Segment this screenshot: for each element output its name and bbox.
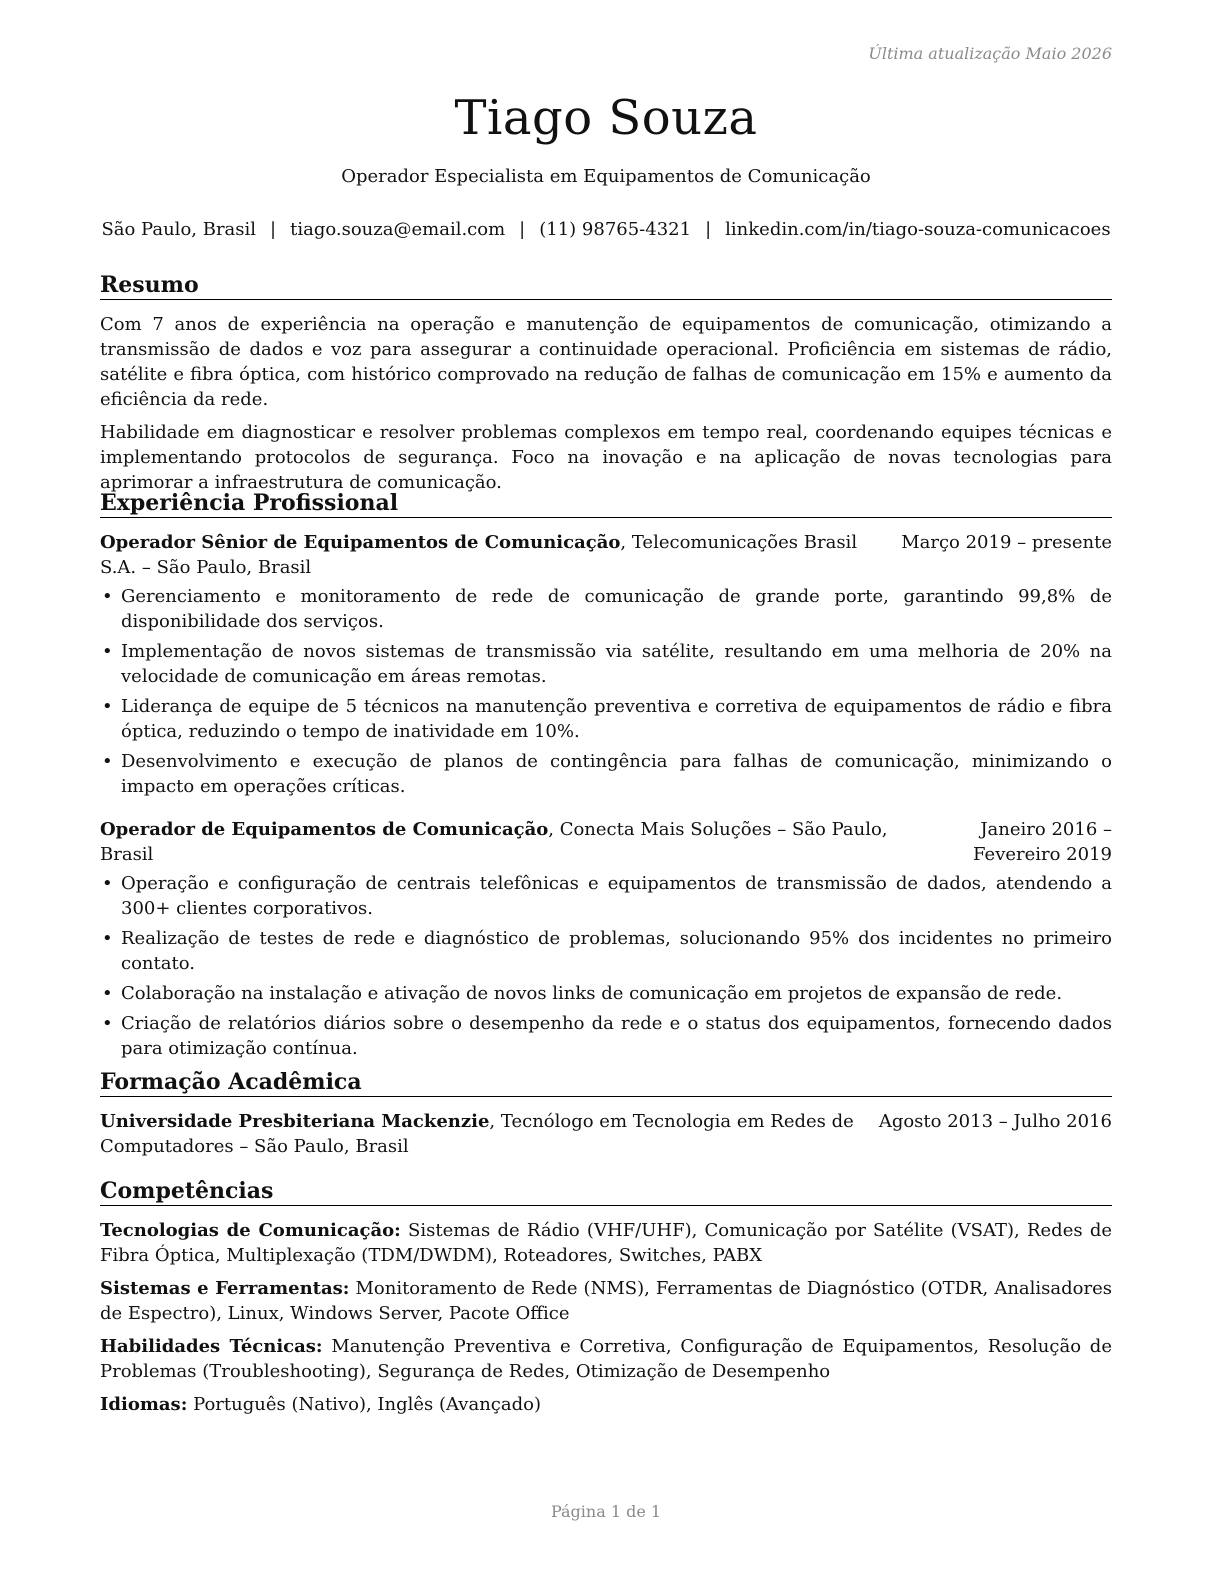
education-school: Universidade Presbiteriana Mackenzie [100, 1111, 490, 1132]
experience-section [100, 490, 1112, 1066]
skills-section [100, 1178, 1112, 1425]
skill-label: Habilidades Técnicas: [100, 1336, 323, 1357]
skill-label: Sistemas e Ferramentas: [100, 1278, 350, 1299]
contact-linkedin[interactable]: linkedin.com/in/tiago-souza-comunicacoes [725, 219, 1111, 240]
skill-group [100, 1334, 1112, 1384]
skill-value: Português (Nativo), Inglês (Avançado) [187, 1394, 541, 1415]
skill-value: Monitoramento de Rede (NMS), Ferramentas de Diagnóstico (OTDR, Analisadores de Espectro), Linux, Windows Server, Pacote Office [100, 1278, 1112, 1324]
job-entry [100, 530, 1112, 799]
list-item: • Realização de testes de rede e diagnóstico de problemas, solucionando 95% dos incidentes no primeiro contato. [100, 926, 1112, 976]
list-item: • Liderança de equipe de 5 técnicos na manutenção preventiva e corretiva de equipamentos de rádio e fibra óptica, reduzindo o tempo de inatividade em 10%. [100, 694, 1112, 744]
skill-group [100, 1392, 1112, 1417]
section-title: Formação Acadêmica [100, 1069, 1112, 1097]
job-company: , Conecta Mais Soluções – São Paulo, Brasil [100, 819, 888, 865]
contact-location: São Paulo, Brasil [101, 219, 257, 240]
skill-group [100, 1218, 1112, 1268]
education-detail: , Tecnólogo em Tecnologia em Redes de Computadores – São Paulo, Brasil [100, 1111, 854, 1157]
section-title: Competências [100, 1178, 1112, 1206]
headline: Operador Especialista em Equipamentos de Comunicação [341, 166, 871, 187]
summary-paragraph: Com 7 anos de experiência na operação e manutenção de equipamentos de comunicação, otimizando a transmissão de dados e voz para assegurar a continuidade operacional. Proficiência em sistemas de rádio, satélite e fibra óptica, com histórico comprovado na redução de falhas de comunicação em 15% e aumento da eficiência da rede. [100, 314, 1112, 410]
list-item: • Operação e configuração de centrais telefônicas e equipamentos de transmissão de dados, atendendo a 300+ clientes corporativos. [100, 871, 1112, 921]
list-item: • Gerenciamento e monitoramento de rede de comunicação de grande porte, garantindo 99,8% de disponibilidade dos serviços. [100, 584, 1112, 634]
job-role: Operador Sênior de Equipamentos de Comunicação [100, 532, 621, 553]
contact-line [80, 219, 1132, 240]
skill-group [100, 1276, 1112, 1326]
skill-label: Idiomas: [100, 1394, 188, 1415]
last-updated: Última atualização Maio 2026 [868, 44, 1112, 63]
job-dates: Janeiro 2016 – Fevereiro 2019 [973, 819, 1112, 865]
job-role: Operador de Equipamentos de Comunicação [100, 819, 549, 840]
education-dates: Agosto 2013 – Julho 2016 [878, 1111, 1112, 1132]
summary-paragraph: Habilidade em diagnosticar e resolver problemas complexos em tempo real, coordenando equipes técnicas e implementando protocolos de segurança. Foco na inovação e na aplicação de novas tecnologias para aprimorar a infraestrutura de comunicação. [100, 422, 1112, 493]
contact-separator: | [519, 219, 526, 240]
list-item: • Criação de relatórios diários sobre o desempenho da rede e o status dos equipamentos, fornecendo dados para otimização contínua. [100, 1011, 1112, 1061]
skill-value: Manutenção Preventiva e Corretiva, Configuração de Equipamentos, Resolução de Problemas (Troubleshooting), Segurança de Redes, Otimização de Desempenho [100, 1336, 1112, 1382]
section-title: Experiência Profissional [100, 490, 1112, 518]
education-section [100, 1069, 1112, 1163]
section-title: Resumo [100, 272, 1112, 300]
list-item: • Implementação de novos sistemas de transmissão via satélite, resultando em uma melhoria de 20% na velocidade de comunicação em áreas remotas. [100, 639, 1112, 689]
education-entry [100, 1109, 1112, 1159]
contact-phone: (11) 98765-4321 [539, 219, 692, 240]
job-bullets [100, 871, 1112, 1061]
job-dates: Março 2019 – presente [901, 532, 1112, 553]
contact-separator: | [705, 219, 712, 240]
list-item: • Desenvolvimento e execução de planos de contingência para falhas de comunicação, minimizando o impacto em operações críticas. [100, 749, 1112, 799]
page-number: Página 1 de 1 [550, 1502, 662, 1521]
job-entry [100, 817, 1112, 1061]
skill-value: Sistemas de Rádio (VHF/UHF), Comunicação por Satélite (VSAT), Redes de Fibra Óptica, Multiplexação (TDM/DWDM), Roteadores, Switches, PABX [100, 1220, 1112, 1266]
candidate-name: Tiago Souza [454, 90, 758, 146]
skill-label: Tecnologias de Comunicação: [100, 1220, 401, 1241]
contact-email[interactable]: tiago.souza@email.com [290, 219, 506, 240]
job-header [100, 530, 1112, 580]
resume-page [100, 0, 1112, 1584]
contact-separator: | [270, 219, 277, 240]
list-item: • Colaboração na instalação e ativação de novos links de comunicação em projetos de expansão de rede. [100, 981, 1112, 1006]
job-bullets [100, 584, 1112, 799]
job-header [100, 817, 1112, 867]
job-company: , Telecomunicações Brasil S.A. – São Paulo, Brasil [100, 532, 858, 578]
summary-section [100, 272, 1112, 503]
